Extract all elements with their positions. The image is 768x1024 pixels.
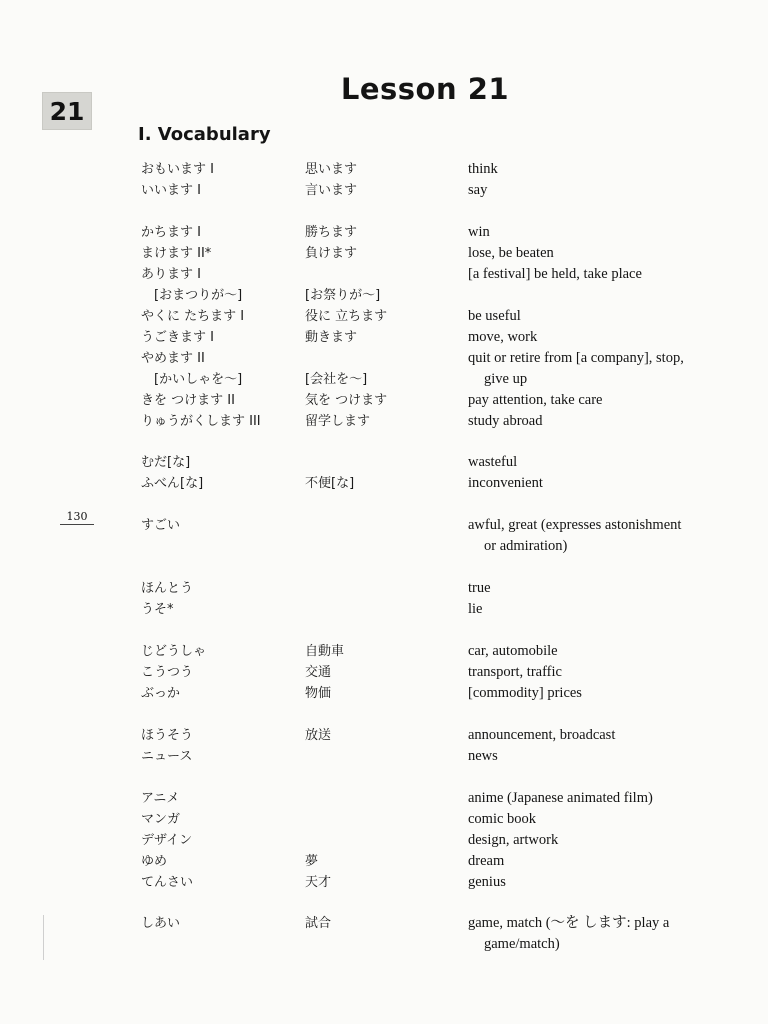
vocab-kana: おもいます I bbox=[141, 162, 214, 177]
vocab-kana: りゅうがくします III bbox=[141, 414, 261, 429]
vocab-kanji: 物価 bbox=[305, 686, 332, 701]
vocab-meaning: win bbox=[468, 224, 490, 240]
vocab-row bbox=[0, 934, 768, 955]
lesson-number-tab: 21 bbox=[42, 92, 92, 130]
vocab-row bbox=[0, 348, 768, 369]
vocab-row bbox=[0, 159, 768, 180]
vocab-row bbox=[0, 913, 768, 934]
vocab-kana: うそ* bbox=[141, 602, 174, 617]
vocab-meaning: [a festival] be held, take place bbox=[468, 266, 642, 282]
vocab-row bbox=[0, 390, 768, 411]
vocab-row bbox=[0, 851, 768, 872]
vocab-kanji: 役に 立ちます bbox=[305, 309, 388, 324]
vocab-kanji: 交通 bbox=[305, 665, 332, 680]
vocab-row bbox=[0, 180, 768, 201]
vocab-kana: かちます I bbox=[141, 225, 201, 240]
vocab-kana: ほんとう bbox=[141, 581, 194, 596]
vocab-meaning: say bbox=[468, 182, 488, 198]
vocab-meaning: pay attention, take care bbox=[468, 392, 603, 408]
vocab-row bbox=[0, 411, 768, 432]
vocab-row bbox=[0, 662, 768, 683]
vocab-kanji: 夢 bbox=[305, 854, 319, 869]
vocab-kana: むだ[な] bbox=[141, 455, 191, 470]
vocab-meaning: news bbox=[468, 748, 498, 764]
vocab-row bbox=[0, 830, 768, 851]
vocab-meaning: wasteful bbox=[468, 454, 518, 470]
vocab-kana: やめます II bbox=[141, 351, 205, 366]
vocab-meaning: game, match (〜を します: play a bbox=[468, 915, 670, 931]
vocab-meaning: study abroad bbox=[468, 413, 543, 429]
vocab-meaning: [commodity] prices bbox=[468, 685, 582, 701]
vocab-kanji: 気を つけます bbox=[305, 393, 388, 408]
vocab-row bbox=[0, 369, 768, 390]
vocab-row bbox=[0, 536, 768, 557]
vocab-row bbox=[0, 264, 768, 285]
vocab-kanji: 天才 bbox=[305, 875, 332, 890]
page-title: Lesson 21 bbox=[340, 72, 510, 106]
vocab-row bbox=[0, 578, 768, 599]
vocab-kanji: 試合 bbox=[305, 916, 332, 931]
vocab-kana: アニメ bbox=[141, 791, 180, 806]
vocab-kana: [かいしゃを〜] bbox=[141, 372, 243, 387]
vocab-kanji: 思います bbox=[305, 162, 358, 177]
vocab-kana: まけます II* bbox=[141, 246, 212, 261]
vocab-row bbox=[0, 243, 768, 264]
vocab-row bbox=[0, 746, 768, 767]
vocab-meaning: lie bbox=[468, 601, 483, 617]
vocab-row bbox=[0, 306, 768, 327]
vocab-meaning: inconvenient bbox=[468, 475, 543, 491]
vocab-kanji: 不便[な] bbox=[305, 476, 355, 491]
vocab-row bbox=[0, 515, 768, 536]
vocab-kana: やくに たちます I bbox=[141, 309, 245, 324]
vocab-meaning: or admiration) bbox=[484, 538, 568, 554]
vocab-row bbox=[0, 641, 768, 662]
vocab-row bbox=[0, 872, 768, 893]
vocab-kana: しあい bbox=[141, 916, 181, 931]
vocab-kanji: [会社を〜] bbox=[305, 372, 368, 387]
vocab-meaning: comic book bbox=[468, 811, 537, 827]
vocab-kana: すごい bbox=[141, 518, 181, 533]
vocab-row bbox=[0, 327, 768, 348]
vocab-meaning: design, artwork bbox=[468, 832, 559, 848]
vocab-kana: てんさい bbox=[141, 875, 194, 890]
vocab-meaning: give up bbox=[484, 371, 528, 387]
vocab-kanji: 言います bbox=[305, 183, 358, 198]
vocab-meaning: dream bbox=[468, 853, 505, 869]
vocab-meaning: transport, traffic bbox=[468, 664, 562, 680]
vocab-kana: こうつう bbox=[141, 665, 194, 680]
vocab-row bbox=[0, 599, 768, 620]
vocab-row bbox=[0, 285, 768, 306]
vocab-meaning: anime (Japanese animated film) bbox=[468, 790, 653, 806]
vocab-kana: ほうそう bbox=[141, 728, 194, 743]
vocab-kana: [おまつりが〜] bbox=[141, 288, 243, 303]
vocab-meaning: be useful bbox=[468, 308, 521, 324]
vocab-kana: じどうしゃ bbox=[141, 644, 207, 659]
page-number: 130 bbox=[60, 510, 94, 525]
vocab-kanji: 留学します bbox=[305, 414, 371, 429]
vocab-meaning: quit or retire from [a company], stop, bbox=[468, 350, 684, 366]
vocab-row bbox=[0, 725, 768, 746]
vocab-kana: あります I bbox=[141, 267, 201, 282]
vocab-meaning: lose, be beaten bbox=[468, 245, 554, 261]
vocab-meaning: think bbox=[468, 161, 498, 177]
vocab-row bbox=[0, 683, 768, 704]
vocab-row bbox=[0, 473, 768, 494]
vocab-kana: マンガ bbox=[141, 812, 181, 827]
vocab-kana: デザイン bbox=[141, 833, 193, 848]
vocab-row bbox=[0, 788, 768, 809]
vocab-kanji: 動きます bbox=[305, 330, 358, 345]
vocab-kanji: 放送 bbox=[305, 728, 332, 743]
vocab-kanji: 負けます bbox=[305, 246, 358, 261]
vocab-kana: ふべん[な] bbox=[141, 476, 204, 491]
vocab-kanji: 自動車 bbox=[305, 644, 345, 659]
vocab-kana: きを つけます II bbox=[141, 393, 235, 408]
vocab-row bbox=[0, 809, 768, 830]
vocab-kana: ニュース bbox=[141, 749, 193, 764]
vocab-meaning: awful, great (expresses astonishment bbox=[468, 517, 682, 533]
vocab-kanji: [お祭りが〜] bbox=[305, 288, 381, 303]
vocab-kanji: 勝ちます bbox=[305, 225, 358, 240]
vocab-kana: いいます I bbox=[141, 183, 201, 198]
vocab-kana: ゆめ bbox=[141, 854, 168, 869]
vocab-row bbox=[0, 222, 768, 243]
section-heading: I. Vocabulary bbox=[138, 124, 271, 145]
vocab-meaning: announcement, broadcast bbox=[468, 727, 616, 743]
vocab-row bbox=[0, 452, 768, 473]
vocab-kana: うごきます I bbox=[141, 330, 214, 345]
vocab-meaning: genius bbox=[468, 874, 506, 890]
vocab-meaning: move, work bbox=[468, 329, 538, 345]
vocab-kana: ぶっか bbox=[141, 686, 181, 701]
vocab-meaning: true bbox=[468, 580, 491, 596]
vocab-meaning: game/match) bbox=[484, 936, 560, 952]
vocab-meaning: car, automobile bbox=[468, 643, 558, 659]
